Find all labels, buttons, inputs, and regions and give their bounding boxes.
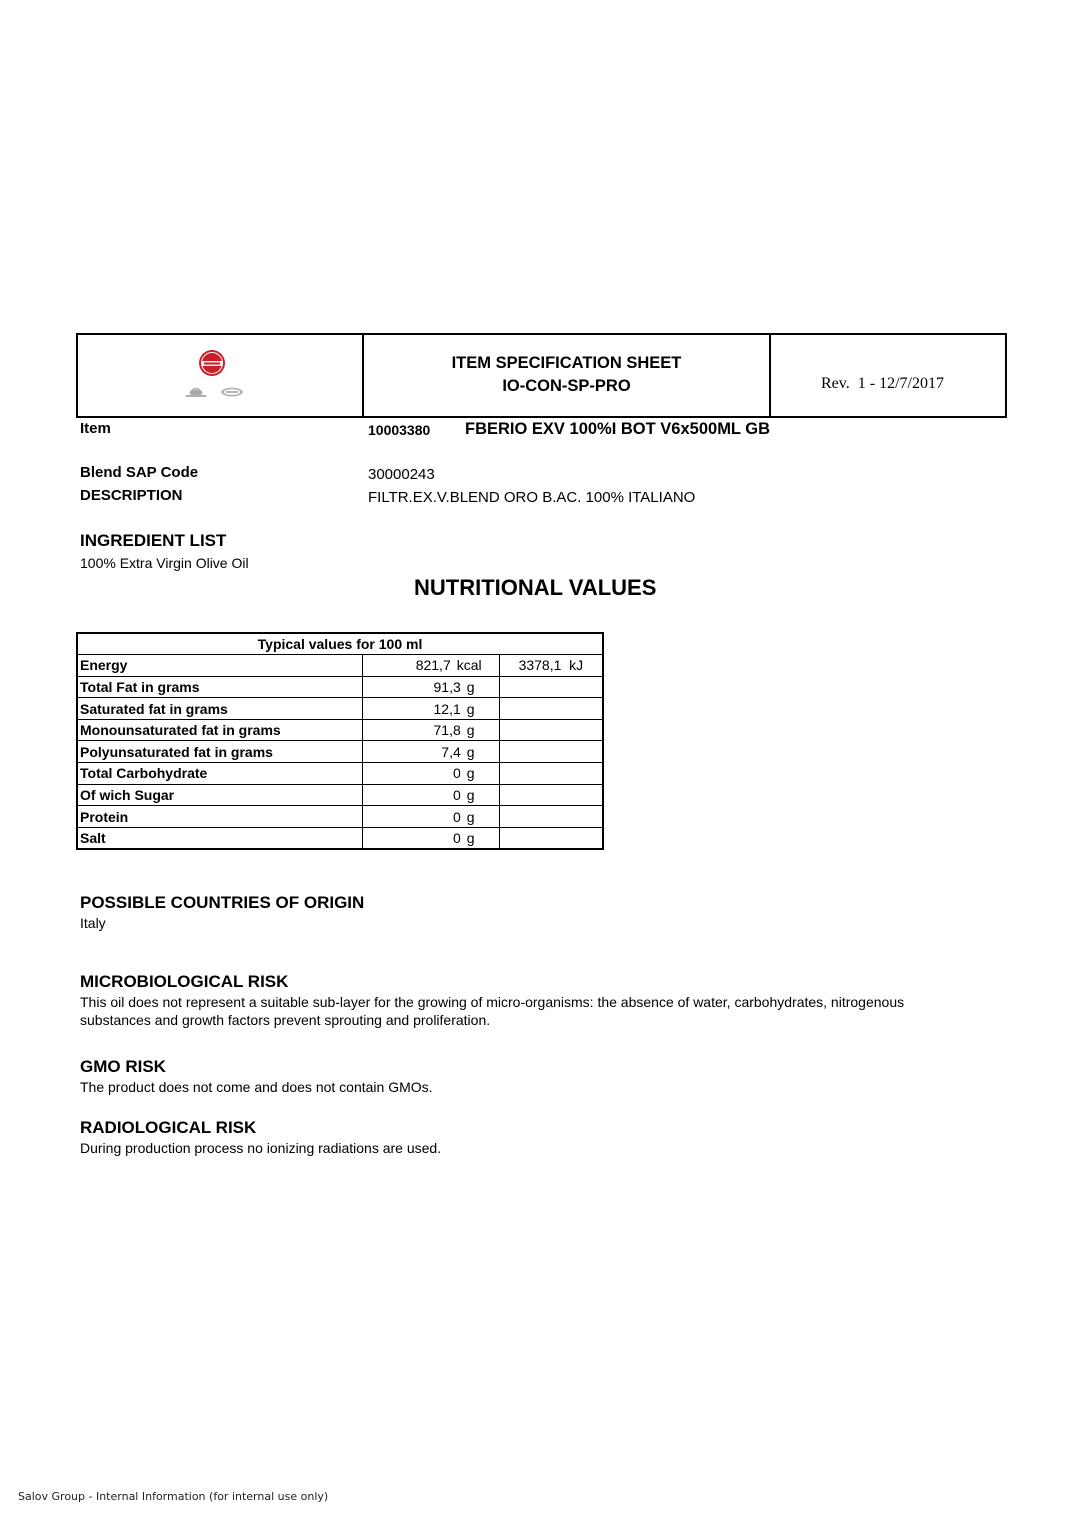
nutrient-amount bbox=[363, 806, 500, 828]
origin-title: POSSIBLE COUNTRIES OF ORIGIN bbox=[80, 893, 365, 912]
nutritional-values-title: NUTRITIONAL VALUES bbox=[414, 575, 657, 600]
nutrition-table bbox=[76, 632, 604, 850]
table-row bbox=[77, 784, 603, 806]
nutrient-amount bbox=[363, 763, 500, 785]
nutrition-table-header-row bbox=[77, 633, 603, 655]
table-row bbox=[77, 763, 603, 785]
nutrient-unit: g bbox=[466, 765, 475, 782]
nutrient-value: 0 bbox=[452, 765, 461, 782]
blend-sap-value: 30000243 bbox=[368, 466, 435, 483]
nutrient-amount bbox=[363, 698, 500, 720]
nutrient-name: Monounsaturated fat in grams bbox=[77, 719, 363, 741]
table-row bbox=[77, 741, 603, 763]
micro-risk-title: MICROBIOLOGICAL RISK bbox=[80, 972, 289, 991]
nutrient-energy-kj bbox=[499, 763, 603, 785]
logo-cell bbox=[78, 335, 364, 416]
nutrition-table-body bbox=[77, 655, 603, 849]
nutrient-value: 0 bbox=[452, 786, 461, 803]
nutrient-energy-kj: 3378,1 kJ bbox=[499, 655, 603, 677]
nutrient-unit: g bbox=[466, 722, 475, 739]
radio-risk-title: RADIOLOGICAL RISK bbox=[80, 1118, 257, 1137]
nutrient-energy-kj bbox=[499, 698, 603, 720]
table-row bbox=[77, 827, 603, 849]
nutrient-unit: g bbox=[466, 743, 475, 760]
origin-text: Italy bbox=[80, 915, 106, 931]
nutrient-name: Saturated fat in grams bbox=[77, 698, 363, 720]
ingredient-list-text: 100% Extra Virgin Olive Oil bbox=[80, 555, 249, 571]
nutrient-unit: kcal bbox=[456, 657, 482, 674]
description-value: FILTR.EX.V.BLEND ORO B.AC. 100% ITALIANO bbox=[368, 489, 696, 506]
nutrient-value: 821,7 bbox=[415, 657, 451, 674]
nutrient-energy-kj bbox=[499, 719, 603, 741]
nutrient-value: 12,1 bbox=[433, 700, 461, 717]
nutrient-name: Energy bbox=[77, 655, 363, 677]
nutrient-name: Total Carbohydrate bbox=[77, 763, 363, 785]
footer-note: Salov Group - Internal Information (for internal use only) bbox=[18, 1490, 329, 1503]
description-label: DESCRIPTION bbox=[80, 487, 183, 504]
nutrient-unit: g bbox=[466, 829, 475, 846]
nutrient-energy-kj bbox=[499, 741, 603, 763]
nutrient-value: 0 bbox=[452, 808, 461, 825]
table-row bbox=[77, 806, 603, 828]
nutrient-value: 7,4 bbox=[441, 743, 461, 760]
nutrient-unit: g bbox=[466, 700, 475, 717]
nutrient-amount bbox=[363, 741, 500, 763]
table-row bbox=[77, 676, 603, 698]
micro-risk-text: This oil does not represent a suitable sub-layer for the growing of micro-organisms: the absence of water, carbohydrates, nitrogenous substances and growth factors prevent sprouting and proliferation. bbox=[80, 994, 905, 1028]
table-row bbox=[77, 655, 603, 677]
nutrient-name: Polyunsaturated fat in grams bbox=[77, 741, 363, 763]
nutrient-value: 91,3 bbox=[433, 678, 461, 695]
nutrition-table-header: Typical values for 100 ml bbox=[77, 633, 603, 655]
nutrient-name: Salt bbox=[77, 827, 363, 849]
gmo-risk-title: GMO RISK bbox=[80, 1057, 166, 1076]
sheet-code: IO-CON-SP-PRO bbox=[502, 377, 631, 395]
nutrient-unit: g bbox=[466, 786, 475, 803]
revision-cell bbox=[771, 335, 1005, 416]
salov-logo-icon bbox=[180, 349, 260, 399]
table-row bbox=[77, 719, 603, 741]
radio-risk-text: During production process no ionizing radiations are used. bbox=[80, 1140, 442, 1156]
nutrient-amount bbox=[363, 784, 500, 806]
spec-header bbox=[76, 333, 1007, 418]
nutrient-unit: g bbox=[466, 678, 475, 695]
nutrient-value: 71,8 bbox=[433, 722, 461, 739]
nutrient-value: 0 bbox=[452, 829, 461, 846]
nutrient-energy-kj bbox=[499, 827, 603, 849]
gmo-risk-text: The product does not come and does not contain GMOs. bbox=[80, 1079, 433, 1095]
item-label: Item bbox=[80, 420, 111, 437]
nutrient-name: Total Fat in grams bbox=[77, 676, 363, 698]
nutrient-energy-kj bbox=[499, 676, 603, 698]
table-row bbox=[77, 698, 603, 720]
item-code: 10003380 bbox=[368, 422, 431, 438]
nutrient-amount bbox=[363, 827, 500, 849]
nutrient-name: Protein bbox=[77, 806, 363, 828]
blend-sap-label: Blend SAP Code bbox=[80, 464, 199, 481]
revision-label: Rev. 1 - 12/7/2017 bbox=[821, 375, 944, 392]
nutrient-name: Of wich Sugar bbox=[77, 784, 363, 806]
nutrient-amount bbox=[363, 655, 500, 677]
nutrient-amount bbox=[363, 676, 500, 698]
title-cell bbox=[364, 335, 771, 416]
item-name: FBERIO EXV 100%I BOT V6x500ML GB bbox=[465, 420, 771, 438]
nutrient-unit: g bbox=[466, 808, 475, 825]
nutrient-energy-kj bbox=[499, 784, 603, 806]
sheet-title: ITEM SPECIFICATION SHEET bbox=[451, 354, 682, 372]
nutrient-energy-kj bbox=[499, 806, 603, 828]
ingredient-list-title: INGREDIENT LIST bbox=[80, 531, 227, 550]
nutrient-amount bbox=[363, 719, 500, 741]
